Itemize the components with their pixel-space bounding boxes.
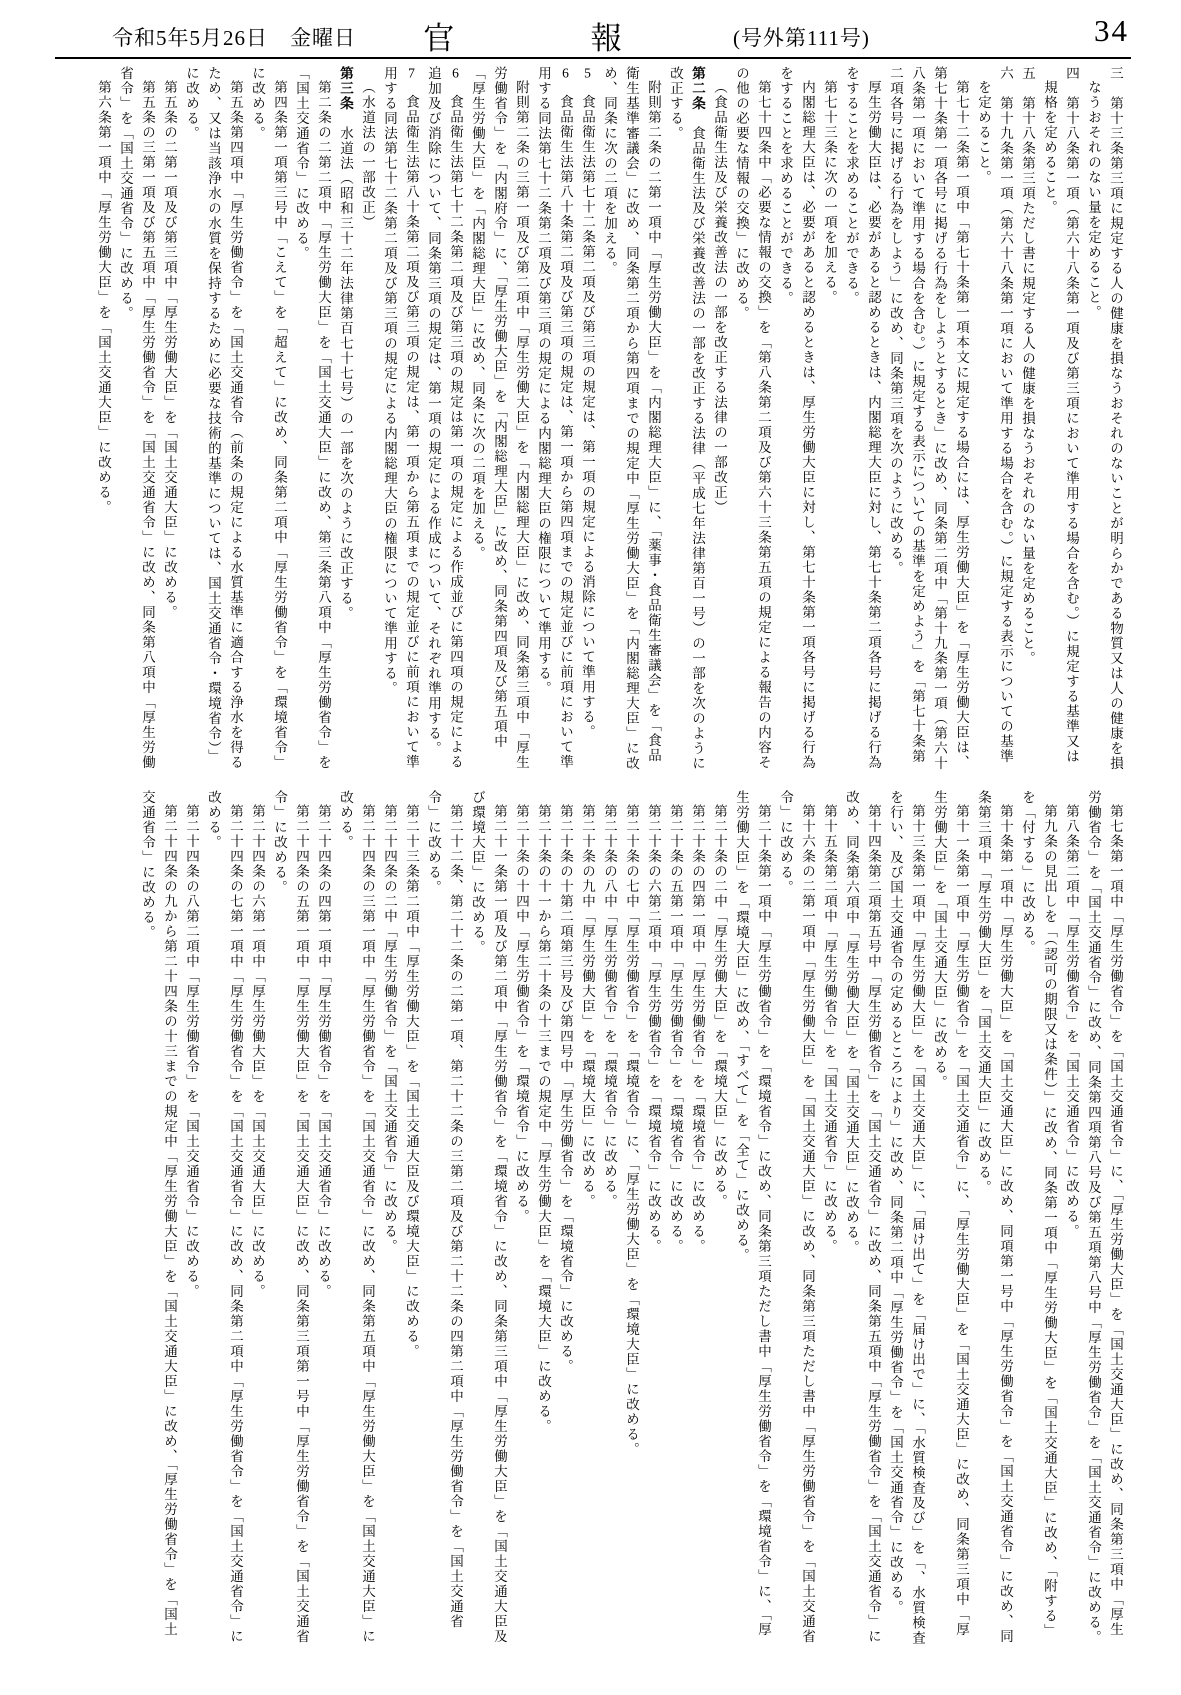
- issue-number: (号外第111号): [733, 26, 870, 50]
- law-paragraph: 6 食品衛生法第七十二条第二項及び第三項の規定は第一項の規定による作成並びに第四項の規定による追加及び消除について、同条第三項の規定は、第一項の規定による作成について、それぞれ準用する。: [426, 66, 463, 770]
- law-paragraph: 第十一条第一項中「厚生労働省令」を「国土交通省令」に、「厚生労働大臣」を「国土交通大臣」に改め、同条第三項中「厚生労働大臣」を「国土交通大臣」に改める。: [932, 790, 969, 1637]
- law-paragraph: （食品衛生法及び栄養改善法の一部を改正する法律の一部改正）: [712, 79, 727, 515]
- law-paragraph: 第二十条第一項中「厚生労働省令」を「環境省令」に改め、同条第三項ただし書中「厚生労働省令」を「環境省令」に、「厚生労働大臣」を「環境大臣」に改め、「すべて」を「全て」に改める。: [734, 790, 771, 1637]
- law-paragraph: 附則第二条の二第一項中「厚生労働大臣」を「内閣総理大臣」に、「薬事・食品衛生審議会」を「食品衛生基準審議会」に改め、同条第二項から第四項までの規定中「厚生労働大臣」を「内閣総理大臣」に改め、同条に次の二項を加える。: [602, 66, 661, 771]
- law-paragraph: 厚生労働大臣は、必要があると認めるときは、内閣総理大臣に対し、第七十条第二項各号に掲げる行為をすることを求めることができる。: [844, 66, 881, 770]
- masthead: [0, 0, 1181, 58]
- law-paragraph: 第五条第四項中「厚生労働省令」を「国土交通省令（前条の規定による水質基準に適合する浄水を得るため、又は当該浄水の水質を保持するために必要な技術的基準については、国土交通省令・環境省令）」に改める。: [184, 66, 243, 770]
- paragraph-lead: 6: [452, 66, 459, 80]
- law-paragraph: 第二十条の四第一項中「厚生労働省令」を「環境省令」に改める。: [690, 803, 705, 1254]
- law-paragraph: 第七条第一項中「厚生労働省令」を「国土交通省令」に、「厚生労働大臣」を「国土交通大臣」に改め、同条第三項中「厚生労働省令」を「国土交通省令」に改め、同条第四項第八号及び第五項第八号中「厚生労働省令」を「国土交通省令」に改める。: [1086, 790, 1123, 1645]
- law-paragraph: 第二十四条の四第一項中「厚生労働省令」を「国土交通省令」に改める。: [316, 803, 331, 1299]
- law-paragraph: 第二十四条の七第一項中「厚生労働省令」を「国土交通省令」に改め、同条第二項中「厚生労働省令」を「国土交通省令」に改める。: [206, 790, 243, 1644]
- law-paragraph: 附則第二条の三第一項及び第二項中「厚生労働大臣」を「内閣総理大臣」に改め、同条第三項中「厚生労働省令」を「内閣府令」に、「厚生労働大臣」を「内閣総理大臣」に改め、同条第四項及び第五項中「厚生労働大臣」を「内閣総理大臣」に改め、同条に次の二項を加える。: [470, 66, 529, 770]
- law-paragraph: 第二十四条の三第一項中「厚生労働省令」を「国土交通省令」に改め、同条第五項中「厚生労働大臣」を「国土交通大臣」に改める。: [338, 790, 375, 1644]
- law-paragraph: 6 食品衛生法第八十条第二項及び第三項の規定は、第一項から第四項までの規定並びに前項において準用する同法第七十二条第二項及び第三項の規定による内閣総理大臣の権限について準用する。: [536, 66, 573, 770]
- law-paragraph: 5 食品衛生法第七十二条第二項及び第三項の規定は、第一項の規定による消除について準用する。: [580, 66, 595, 740]
- law-text-upper-band: [58, 66, 1126, 773]
- law-paragraph: 第七十二条第一項中「第七十条第一項本文に規定する場合には、厚生労働大臣」を「厚生労働大臣は、第七十条第一項各号に掲げる行為をしようとするとき」に改め、同条第二項中「第十九条第一項（第六十八条第一項において準用する場合を含む。）に規定する表示についての基準を定めよう」を「第七十条第二項各号に掲げる行為をしよう」に改め、同条第三項を次のように改める。: [888, 66, 969, 771]
- paragraph-lead: 7: [408, 66, 415, 80]
- header-rule: [55, 57, 1131, 59]
- law-paragraph: 第二十三条第二項中「厚生労働大臣」を「国土交通大臣及び環境大臣」に改める。: [404, 803, 419, 1359]
- paragraph-lead: 第二条: [690, 66, 705, 111]
- law-paragraph: 第二十二条、第二十二条の二第一項、第二十二条の三第二項及び第二十二条の四第二項中「厚生労働省令」を「国土交通省令」に改める。: [426, 790, 463, 1629]
- law-paragraph: 第十六条の二第一項中「厚生労働大臣」を「国土交通大臣」に改め、同条第三項ただし書中「厚生労働省令」を「国土交通省令」に改める。: [778, 790, 815, 1644]
- law-paragraph: 内閣総理大臣は、必要があると認めるときは、厚生労働大臣に対し、第七十条第一項各号に掲げる行為をすることを求めることができる。: [778, 66, 815, 770]
- gazette-title: 官報: [423, 21, 758, 56]
- law-paragraph: 第二十条の九中「厚生労働大臣」を「環境大臣」に改める。: [580, 803, 595, 1209]
- law-paragraph: 第三条 水道法（昭和三十二年法律第百七十七号）の一部を次のように改正する。: [338, 66, 353, 621]
- law-paragraph: 第二十条の七中「厚生労働省令」を「環境省令」に、「厚生労働大臣」を「環境大臣」に改める。: [624, 803, 639, 1457]
- law-paragraph: 第九条の見出しを「（認可の期限又は条件）」に改め、同条第一項中「厚生労働大臣」を「国土交通大臣」に改め、「附する」を「付する」に改める。: [1020, 790, 1057, 1639]
- law-paragraph: 第七十四条中「必要な情報の交換」を「第八条第二項及び第六十三条第五項の規定による報告の内容その他の必要な情報の交換」に改める。: [734, 66, 771, 770]
- law-paragraph: 第二十条の六第二項中「厚生労働省令」を「環境省令」に改める。: [646, 803, 661, 1254]
- law-paragraph: 第十五条第二項中「厚生労働省令」を「国土交通省令」に改める。: [822, 803, 837, 1254]
- law-paragraph: 第二十四条の六第一項中「厚生労働大臣」を「国土交通大臣」に改める。: [250, 803, 265, 1299]
- law-paragraph: 第二十条の二中「厚生労働大臣」を「環境大臣」に改める。: [712, 803, 727, 1209]
- law-paragraph: 第二十条の十四中「厚生労働省令」を「環境省令」に改める。: [514, 803, 529, 1224]
- law-paragraph: 第二条 食品衛生法及び栄養改善法の一部を改正する法律（平成七年法律第百一号）の一部を次のように改正する。: [668, 66, 705, 771]
- law-paragraph: 第二十四条の五第一項中「厚生労働大臣」を「国土交通大臣」に改め、同条第三項第一号中「厚生労働省令」を「国土交通省令」に改める。: [272, 790, 309, 1644]
- law-paragraph: 第二十条の十一から第二十条の十三までの規定中「厚生労働大臣」を「環境大臣」に改める。: [536, 803, 551, 1434]
- law-paragraph: 第四条第一項第三号中「こえて」を「超えて」に改め、同条第二項中「厚生労働省令」を「環境省令」に改める。: [250, 66, 287, 770]
- law-paragraph: 四 第十八条第一項（第六十八条第一項及び第三項において準用する場合を含む。）に規定する基準又は規格を定めること。: [1042, 66, 1079, 765]
- paragraph-lead: 第三条: [338, 66, 353, 111]
- law-text-lower-band: [58, 790, 1126, 1647]
- law-paragraph: 第二十四条の二中「厚生労働省令」を「国土交通省令」に改める。: [382, 803, 397, 1254]
- law-paragraph: 第十四条第二項第五号中「厚生労働省令」を「国土交通省令」に改め、同条第五項中「厚生労働省令」を「国土交通省令」に改め、同条第六項中「厚生労働大臣」を「国土交通大臣」に改める。: [844, 790, 881, 1644]
- law-paragraph: 7 食品衛生法第八十条第二項及び第三項の規定は、第一項から第五項までの規定並びに前項において準用する同法第七十二条第二項及び第三項の規定による内閣総理大臣の権限について準用する。: [382, 66, 419, 770]
- law-paragraph: 第二条の二第二項中「厚生労働大臣」を「国土交通大臣」に改め、第三条第八項中「厚生労働省令」を「国土交通省令」に改める。: [294, 66, 331, 770]
- law-paragraph: 第五条の三第一項及び第五項中「厚生労働省令」を「国土交通省令」に改め、同条第八項中「厚生労働省令」を「国土交通省令」に改める。: [118, 66, 155, 770]
- law-paragraph: 第六条第一項中「厚生労働大臣」を「国土交通大臣」に改める。: [96, 79, 111, 515]
- law-paragraph: 第十条第一項中「厚生労働大臣」を「国土交通大臣」に改め、同項第一号中「厚生労働省令」を「国土交通省令」に改め、同条第三項中「厚生労働大臣」を「国土交通大臣」に改める。: [976, 790, 1013, 1644]
- paragraph-lead: 5: [584, 66, 591, 80]
- law-paragraph: 六 第十九条第一項（第六十八条第一項において準用する場合を含む。）に規定する表示についての基準を定めること。: [976, 66, 1013, 765]
- law-paragraph: 第二十四条の八第二項中「厚生労働省令」を「国土交通省令」に改める。: [184, 803, 199, 1299]
- paragraph-lead: 6: [562, 66, 569, 80]
- law-paragraph: 三 第十三条第三項に規定する人の健康を損なうおそれのないことが明らかである物質又は人の健康を損なうおそれのない量を定めること。: [1086, 66, 1123, 771]
- law-paragraph: 第五条の二第一項及び第三項中「厚生労働大臣」を「国土交通大臣」に改める。: [162, 79, 177, 620]
- law-paragraph: 第二十条の五第一項中「厚生労働省令」を「環境省令」に改める。: [668, 803, 683, 1254]
- law-paragraph: 第七十三条に次の一項を加える。: [822, 79, 837, 305]
- law-paragraph: 第二十条の十第二項第三号及び第四号中「厚生労働省令」を「環境省令」に改める。: [558, 803, 573, 1374]
- law-paragraph: 第八条第二項中「厚生労働省令」を「国土交通省令」に改める。: [1064, 803, 1079, 1239]
- law-paragraph: 五 第十八条第三項ただし書に規定する人の健康を損なうおそれのない量を定めること。: [1020, 66, 1035, 666]
- law-paragraph: 第二十四条の九から第二十四条の十三までの規定中「厚生労働大臣」を「国土交通大臣」に改め、「厚生労働省令」を「国土交通省令」に改める。: [140, 790, 177, 1637]
- law-paragraph: （水道法の一部改正）: [360, 79, 375, 230]
- law-paragraph: 第十三条第一項中「厚生労働大臣」を「国土交通大臣」に、「届け出て」を「届け出で」に、「水質検査及び」を「、水質検査を行い、及び国土交通省令の定めるところにより」に改め、同条第二項中「厚生労働省令」を「国土交通省令」に改める。: [888, 790, 925, 1645]
- law-paragraph: 第二十一条第一項及び第二項中「厚生労働省令」を「環境省令」に改め、同条第三項中「厚生労働大臣」を「国土交通大臣及び環境大臣」に改める。: [470, 790, 507, 1644]
- law-paragraph: 第二十条の八中「厚生労働省令」を「環境省令」に改める。: [602, 803, 617, 1209]
- issue-date: 令和5年5月26日 金曜日: [112, 26, 356, 50]
- page-number: 34: [1094, 13, 1129, 48]
